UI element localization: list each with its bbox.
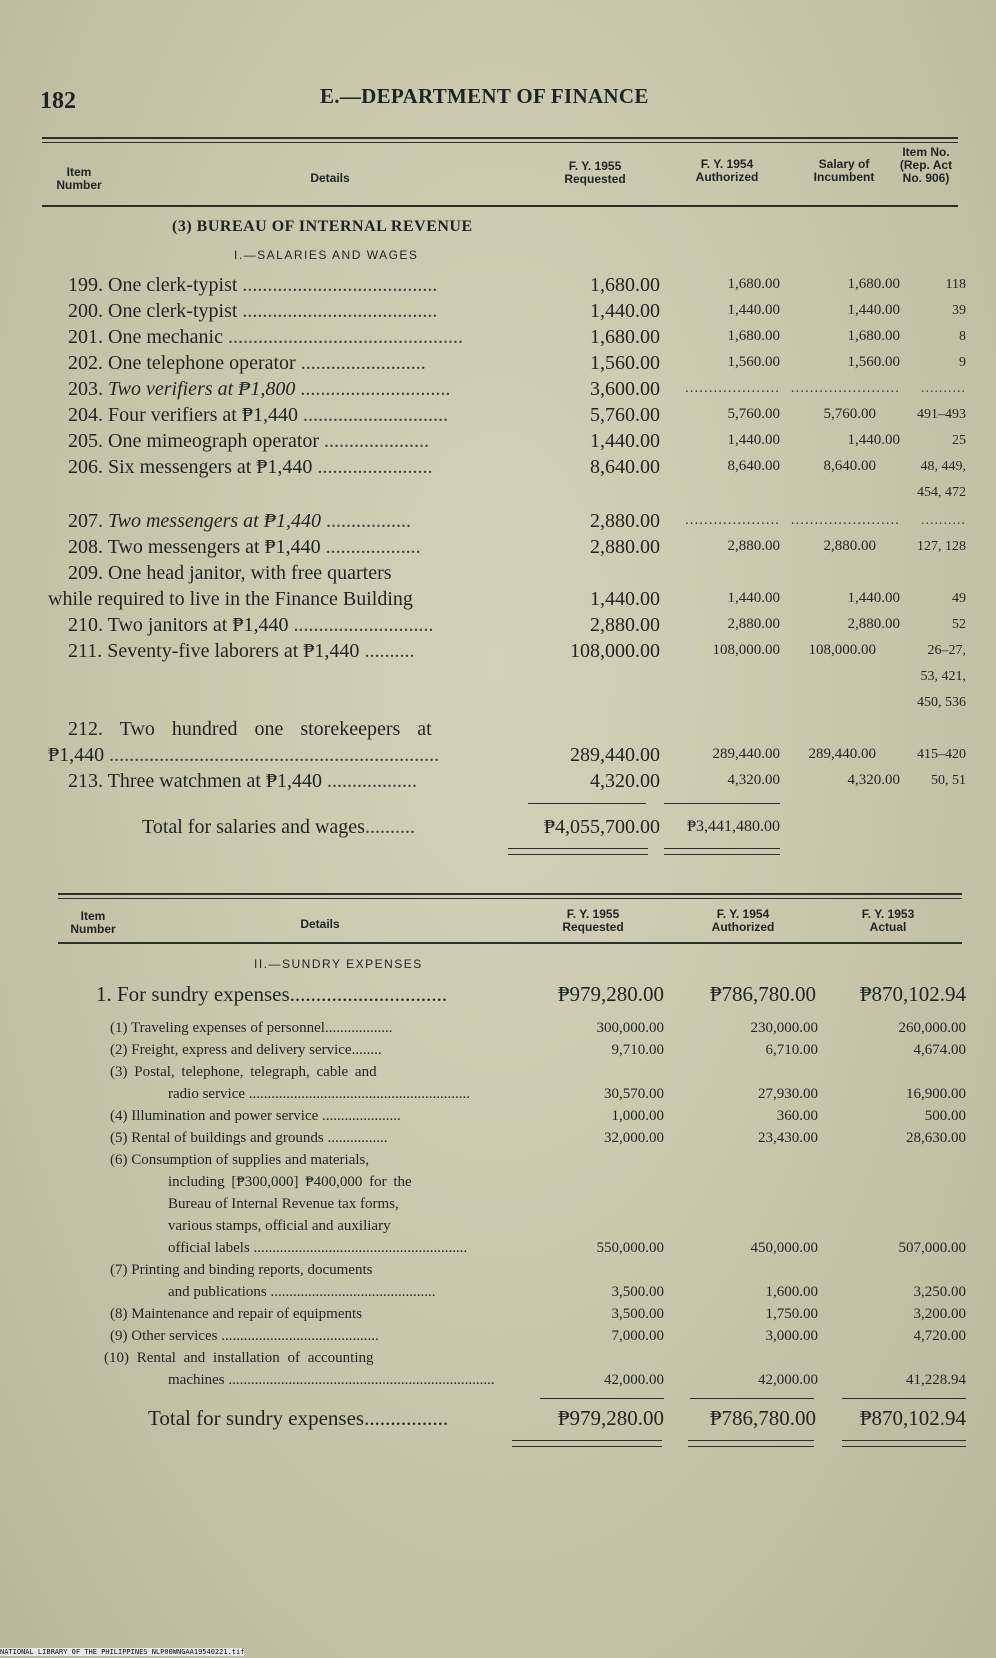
- table-row: [0, 274, 996, 300]
- row-detail: 207. Two messengers at ₱1,440 .................: [68, 510, 411, 532]
- row-requested: 300,000.00: [596, 1020, 664, 1036]
- row-detail: 202. One telephone operator .........................: [68, 352, 426, 374]
- t1-total-double-rule-req: [508, 848, 648, 855]
- row-authorized: 450,000.00: [750, 1240, 818, 1256]
- row-item-no: 25: [952, 433, 966, 448]
- t2-main-detail: 1. For sundry expenses..............................: [96, 982, 448, 1006]
- table-row: [0, 456, 996, 482]
- table-row: [0, 1108, 996, 1130]
- table2-header-rule: [58, 942, 962, 944]
- t2-total-actual: ₱870,102.94: [859, 1406, 966, 1430]
- row-requested: 2,880.00: [590, 536, 660, 558]
- table-row: [0, 1130, 996, 1152]
- table-row: [0, 1196, 996, 1218]
- t1-header-item-no: Item No. (Rep. Act No. 906): [899, 145, 953, 185]
- table-row: [0, 1064, 996, 1086]
- row-item-no: 454, 472: [917, 485, 966, 500]
- row-authorized: 6,710.00: [765, 1042, 818, 1058]
- row-item-no-blank: ..........: [921, 381, 966, 396]
- t2-header-fy1954: F. Y. 1954 Authorized: [711, 907, 775, 934]
- row-authorized: 360.00: [776, 1108, 818, 1124]
- row-requested: 7,000.00: [611, 1328, 664, 1344]
- t1-header-fy1955: F. Y. 1955 Requested: [564, 159, 626, 186]
- row-actual: 28,630.00: [906, 1130, 966, 1146]
- table-row: [0, 770, 996, 796]
- row-salary-blank: .......................: [790, 380, 900, 396]
- row-requested: 32,000.00: [604, 1130, 664, 1146]
- row-requested: 289,440.00: [570, 744, 660, 766]
- t2-total-rule-req: [540, 1398, 664, 1399]
- t2-main-actual: ₱870,102.94: [859, 982, 966, 1006]
- row-salary: 289,440.00: [808, 746, 876, 762]
- row-actual: 3,200.00: [913, 1306, 966, 1322]
- table-row: [0, 692, 996, 718]
- row-requested: 108,000.00: [570, 640, 660, 662]
- t1-header-item-number: Item Number: [56, 165, 102, 192]
- row-requested: 4,320.00: [590, 770, 660, 792]
- row-detail: 212. Two hundred one storekeepers at: [68, 718, 432, 740]
- t1-total-double-rule-auth: [664, 848, 780, 855]
- row-requested: 1,440.00: [590, 430, 660, 452]
- t2-subsection-title: II.—SUNDRY EXPENSES: [254, 957, 423, 971]
- row-authorized-blank: ....................: [685, 380, 780, 396]
- row-item-no-blank: ..........: [921, 513, 966, 528]
- row-detail: and publications ............................................: [168, 1284, 436, 1300]
- row-actual: 500.00: [924, 1108, 966, 1124]
- row-detail: 204. Four verifiers at ₱1,440 .............................: [68, 404, 448, 426]
- table-row: [0, 404, 996, 430]
- row-requested: 1,000.00: [611, 1108, 664, 1124]
- table2-top-rule-2: [58, 898, 962, 899]
- t2-total-requested: ₱979,280.00: [557, 1406, 664, 1430]
- t2-total-double-rule-req: [512, 1440, 662, 1447]
- row-authorized: 289,440.00: [712, 746, 780, 762]
- row-detail: 203. Two verifiers at ₱1,800 ..............................: [68, 378, 451, 400]
- table-row: [0, 430, 996, 456]
- row-authorized: 108,000.00: [712, 642, 780, 658]
- row-requested: 30,570.00: [604, 1086, 664, 1102]
- table-row: [0, 640, 996, 666]
- t1-total-authorized: ₱3,441,480.00: [687, 818, 780, 835]
- t1-total-label: Total for salaries and wages..........: [142, 816, 415, 838]
- row-authorized: 42,000.00: [758, 1372, 818, 1388]
- row-item-no: 53, 421,: [920, 669, 966, 684]
- row-detail: 201. One mechanic ...............................................: [68, 326, 463, 348]
- t1-total-row: [0, 816, 996, 842]
- row-authorized: 1,440.00: [727, 302, 780, 318]
- row-requested: 1,680.00: [590, 274, 660, 296]
- row-salary: 1,560.00: [847, 354, 900, 370]
- row-detail: (5) Rental of buildings and grounds ................: [110, 1130, 388, 1146]
- table-row: [0, 1262, 996, 1284]
- row-detail: machines .......................................................................: [168, 1372, 495, 1388]
- table1-header-rule: [42, 205, 958, 207]
- table-row: [0, 562, 996, 588]
- t1-total-rule-auth: [664, 803, 780, 804]
- table-row: [0, 482, 996, 508]
- t2-total-double-rule-actual: [842, 1440, 966, 1447]
- table-row: [0, 718, 996, 744]
- row-actual: 507,000.00: [898, 1240, 966, 1256]
- table-row: [0, 1350, 996, 1372]
- row-item-no: 415–420: [917, 747, 966, 762]
- t2-header-details: Details: [300, 917, 340, 931]
- row-detail: (7) Printing and binding reports, documents: [110, 1262, 373, 1278]
- table-row: [0, 744, 996, 770]
- row-detail: 208. Two messengers at ₱1,440 ...................: [68, 536, 421, 558]
- row-authorized: 3,000.00: [765, 1328, 818, 1344]
- row-salary: 1,680.00: [847, 276, 900, 292]
- row-detail: including [₱300,000] ₱400,000 for the: [168, 1174, 412, 1190]
- table-row: [0, 1020, 996, 1042]
- row-item-no: 50, 51: [931, 773, 966, 788]
- row-actual: 4,674.00: [913, 1042, 966, 1058]
- row-item-no: 491–493: [917, 407, 966, 422]
- row-detail: 213. Three watchmen at ₱1,440 ..................: [68, 770, 418, 792]
- table-row: [0, 1240, 996, 1262]
- table-row: [0, 614, 996, 640]
- table-row: [0, 1042, 996, 1064]
- t2-total-rule-actual: [842, 1398, 966, 1399]
- row-authorized: 4,320.00: [727, 772, 780, 788]
- row-detail: radio service ...........................................................: [168, 1086, 471, 1102]
- table1-top-rule-2: [42, 142, 958, 143]
- t1-header-salary: Salary of Incumbent: [813, 157, 875, 184]
- row-requested: 42,000.00: [604, 1372, 664, 1388]
- row-detail: 200. One clerk-typist .......................................: [68, 300, 438, 322]
- row-detail: 199. One clerk-typist .......................................: [68, 274, 438, 296]
- row-requested: 3,500.00: [611, 1284, 664, 1300]
- page-number: 182: [40, 88, 76, 114]
- t2-header-item-number: Item Number: [70, 909, 116, 936]
- scan-footer-label: NATIONAL LIBRARY OF THE PHILIPPINES NLP00WNGAA19540221.tif: [0, 1648, 245, 1656]
- row-detail: official labels .........................................................: [168, 1240, 468, 1256]
- row-detail: various stamps, official and auxiliary: [168, 1218, 391, 1234]
- table-row: [0, 666, 996, 692]
- t2-main-row: [0, 982, 996, 1010]
- row-requested: 1,440.00: [590, 588, 660, 610]
- t1-header-details: Details: [310, 171, 350, 185]
- row-requested: 8,640.00: [590, 456, 660, 478]
- row-item-no: 26–27,: [927, 643, 966, 658]
- row-authorized-blank: ....................: [685, 512, 780, 528]
- table-row: [0, 588, 996, 614]
- row-detail: (10) Rental and installation of accounting: [104, 1350, 374, 1366]
- table-row: [0, 536, 996, 562]
- row-salary: 8,640.00: [823, 458, 876, 474]
- row-salary: 2,880.00: [823, 538, 876, 554]
- row-item-no: 8: [959, 329, 966, 344]
- t2-total-label: Total for sundry expenses................: [148, 1406, 449, 1430]
- row-salary: 1,440.00: [847, 590, 900, 606]
- table-row: [0, 300, 996, 326]
- row-item-no: 52: [952, 617, 966, 632]
- table-row: [0, 1328, 996, 1350]
- t2-main-authorized: ₱786,780.00: [709, 982, 816, 1006]
- row-detail: 211. Seventy-five laborers at ₱1,440 ..........: [68, 640, 415, 662]
- row-authorized: 1,750.00: [765, 1306, 818, 1322]
- row-authorized: 2,880.00: [727, 538, 780, 554]
- row-requested: 9,710.00: [611, 1042, 664, 1058]
- row-actual: 3,250.00: [913, 1284, 966, 1300]
- row-requested: 2,880.00: [590, 510, 660, 532]
- t1-header-fy1954: F. Y. 1954 Authorized: [695, 157, 759, 184]
- row-detail: 210. Two janitors at ₱1,440 ............................: [68, 614, 434, 636]
- row-item-no: 39: [952, 303, 966, 318]
- row-requested: 1,440.00: [590, 300, 660, 322]
- row-item-no: 49: [952, 591, 966, 606]
- row-item-no: 48, 449,: [920, 459, 966, 474]
- row-authorized: 230,000.00: [750, 1020, 818, 1036]
- table-row: [0, 1086, 996, 1108]
- table-row: [0, 1284, 996, 1306]
- row-requested: 1,560.00: [590, 352, 660, 374]
- t2-main-requested: ₱979,280.00: [557, 982, 664, 1006]
- table1-top-rule: [42, 137, 958, 139]
- section-title: (3) BUREAU OF INTERNAL REVENUE: [172, 218, 473, 235]
- row-salary: 1,680.00: [847, 328, 900, 344]
- table-row: [0, 326, 996, 352]
- row-detail: 206. Six messengers at ₱1,440 .......................: [68, 456, 433, 478]
- row-detail: 205. One mimeograph operator .....................: [68, 430, 430, 452]
- row-item-no: 9: [959, 355, 966, 370]
- t2-header-fy1955: F. Y. 1955 Requested: [562, 907, 624, 934]
- table-row: [0, 1372, 996, 1394]
- row-detail: (2) Freight, express and delivery service........: [110, 1042, 382, 1058]
- row-authorized: 1,680.00: [727, 328, 780, 344]
- t2-total-authorized: ₱786,780.00: [709, 1406, 816, 1430]
- row-authorized: 5,760.00: [727, 406, 780, 422]
- row-actual: 4,720.00: [913, 1328, 966, 1344]
- row-authorized: 1,440.00: [727, 432, 780, 448]
- row-item-no: 127, 128: [917, 539, 966, 554]
- row-actual: 16,900.00: [906, 1086, 966, 1102]
- row-detail: Bureau of Internal Revenue tax forms,: [168, 1196, 399, 1212]
- row-actual: 260,000.00: [898, 1020, 966, 1036]
- t1-total-rule-req: [528, 803, 646, 804]
- row-detail: ₱1,440 ..................................................................: [48, 744, 440, 766]
- table-row: [0, 352, 996, 378]
- row-requested: 3,600.00: [590, 378, 660, 400]
- t1-subsection-title: I.—SALARIES AND WAGES: [234, 248, 419, 262]
- row-authorized: 27,930.00: [758, 1086, 818, 1102]
- row-salary: 1,440.00: [847, 432, 900, 448]
- row-authorized: 23,430.00: [758, 1130, 818, 1146]
- row-salary: 1,440.00: [847, 302, 900, 318]
- row-authorized: 1,560.00: [727, 354, 780, 370]
- row-authorized: 1,600.00: [765, 1284, 818, 1300]
- table-row: [0, 1306, 996, 1328]
- row-detail: (8) Maintenance and repair of equipments: [110, 1306, 362, 1322]
- row-item-no: 450, 536: [917, 695, 966, 710]
- row-actual: 41,228.94: [906, 1372, 966, 1388]
- row-requested: 5,760.00: [590, 404, 660, 426]
- table-row: [0, 1218, 996, 1240]
- row-detail: (1) Traveling expenses of personnel..................: [110, 1020, 393, 1036]
- page-title: E.—DEPARTMENT OF FINANCE: [320, 84, 649, 108]
- row-salary: 4,320.00: [847, 772, 900, 788]
- row-item-no: 118: [945, 277, 966, 292]
- t2-total-row: [0, 1406, 996, 1434]
- row-authorized: 2,880.00: [727, 616, 780, 632]
- row-authorized: 1,440.00: [727, 590, 780, 606]
- row-authorized: 8,640.00: [727, 458, 780, 474]
- row-detail: 209. One head janitor, with free quarters: [68, 562, 392, 584]
- row-detail: (4) Illumination and power service .....................: [110, 1108, 401, 1124]
- row-salary: 2,880.00: [847, 616, 900, 632]
- table-row: [0, 510, 996, 536]
- t2-header-fy1953: F. Y. 1953 Actual: [861, 907, 915, 934]
- row-detail: (9) Other services ..........................................: [110, 1328, 379, 1344]
- row-salary: 5,760.00: [823, 406, 876, 422]
- row-requested: 1,680.00: [590, 326, 660, 348]
- row-detail: (3) Postal, telephone, telegraph, cable and: [110, 1064, 377, 1080]
- table2-top-rule: [58, 893, 962, 895]
- table-row: [0, 1174, 996, 1196]
- t1-total-requested: ₱4,055,700.00: [543, 816, 660, 838]
- row-requested: 2,880.00: [590, 614, 660, 636]
- row-detail: while required to live in the Finance Building: [48, 588, 413, 610]
- row-salary-blank: .......................: [790, 512, 900, 528]
- table-row: [0, 378, 996, 404]
- row-salary: 108,000.00: [808, 642, 876, 658]
- row-requested: 3,500.00: [611, 1306, 664, 1322]
- t2-total-double-rule-auth: [688, 1440, 814, 1447]
- row-requested: 550,000.00: [596, 1240, 664, 1256]
- row-detail: (6) Consumption of supplies and materials,: [110, 1152, 370, 1168]
- table-row: [0, 1152, 996, 1174]
- row-authorized: 1,680.00: [727, 276, 780, 292]
- t2-total-rule-auth: [690, 1398, 814, 1399]
